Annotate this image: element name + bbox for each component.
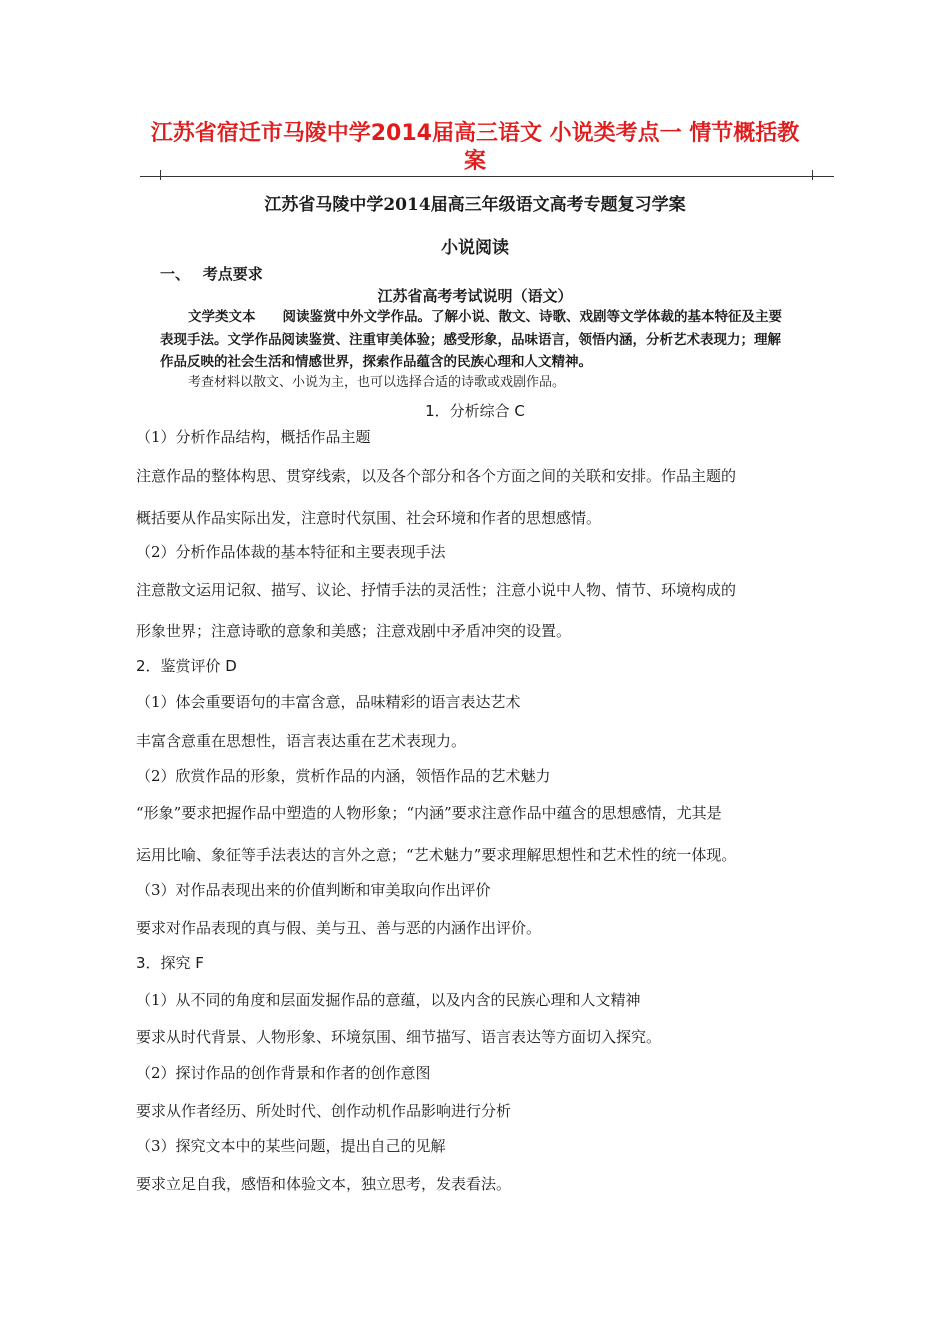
section-1-text-1b: 概括要从作品实际出发，注意时代氛围、社会环境和作者的思想感情。 [136, 509, 602, 527]
section-title: 小说阅读 [441, 238, 509, 258]
document-title [140, 120, 810, 176]
section-2-text-2a: “形象”要求把握作品中塑造的人物形象；“内涵”要求注意作品中蕴含的思想感情，尤其是 [136, 804, 722, 822]
exam-spec-title: 江苏省高考考试说明（语文） [377, 287, 573, 305]
header-rule-right-tick [812, 170, 813, 180]
section-2-text-3: 要求对作品表现的真与假、美与丑、善与恶的内涵作出评价。 [136, 919, 542, 937]
section-3-text-3: 要求立足自我，感悟和体验文本，独立思考，发表看法。 [136, 1175, 512, 1193]
section-3-item-1: （1）从不同的角度和层面发掘作品的意蕴，以及内含的民族心理和人文精神 [136, 991, 641, 1009]
section-3-text-2: 要求从作者经历、所处时代、创作动机作品影响进行分析 [136, 1102, 512, 1120]
section-1-item-1: （1）分析作品结构，概括作品主题 [136, 428, 371, 446]
part-one-heading: 一、 考点要求 [160, 265, 263, 283]
section-1-heading: 1．分析综合 C [425, 402, 525, 420]
subtitle: 江苏省马陵中学2014届高三年级语文高考专题复习学案 [264, 195, 686, 215]
section-3-item-3: （3）探究文本中的某些问题，提出自己的见解 [136, 1137, 446, 1155]
exam-spec-note: 考查材料以散文、小说为主，也可以选择合适的诗歌或戏剧作品。 [188, 375, 566, 390]
section-2-item-3: （3）对作品表现出来的价值判断和审美取向作出评价 [136, 881, 491, 899]
section-2-heading: 2．鉴赏评价 D [136, 657, 237, 675]
section-2-item-1: （1）体会重要语句的丰富含意，品味精彩的语言表达艺术 [136, 693, 521, 711]
header-rule-left-tick [160, 170, 161, 180]
header-rule [140, 176, 834, 177]
exam-spec-line1: 文学类文本 阅读鉴赏中外文学作品。了解小说、散文、诗歌、戏剧等文学体裁的基本特征及主要 [188, 309, 782, 325]
section-1-item-2: （2）分析作品体裁的基本特征和主要表现手法 [136, 543, 446, 561]
exam-spec-line3: 作品反映的社会生活和情感世界，探索作品蕴含的民族心理和人文精神。 [160, 354, 592, 370]
section-2-text-2b: 运用比喻、象征等手法表达的言外之意；“艺术魅力”要求理解思想性和艺术性的统一体现。 [136, 846, 737, 864]
section-3-text-1: 要求从时代背景、人物形象、环境氛围、细节描写、语言表达等方面切入探究。 [136, 1028, 662, 1046]
section-1-text-2a: 注意散文运用记叙、描写、议论、抒情手法的灵活性；注意小说中人物、情节、环境构成的 [136, 581, 737, 599]
section-3-item-2: （2）探讨作品的创作背景和作者的创作意图 [136, 1064, 431, 1082]
section-3-heading: 3．探究 F [136, 954, 204, 972]
exam-spec-line2: 表现手法。文学作品阅读鉴赏、注重审美体验；感受形象，品味语言，领悟内涵，分析艺术表现力；理解 [160, 332, 781, 348]
section-2-text-1: 丰富含意重在思想性，语言表达重在艺术表现力。 [136, 732, 467, 750]
section-1-text-2b: 形象世界；注意诗歌的意象和美感；注意戏剧中矛盾冲突的设置。 [136, 622, 572, 640]
document-title-line1: 江苏省宿迁市马陵中学2014届高三语文 小说类考点一 情节概括教 [150, 121, 800, 146]
section-1-text-1a: 注意作品的整体构思、贯穿线索，以及各个部分和各个方面之间的关联和安排。作品主题的 [136, 467, 737, 485]
section-2-item-2: （2）欣赏作品的形象，赏析作品的内涵，领悟作品的艺术魅力 [136, 767, 551, 785]
document-title-line2: 案 [463, 149, 486, 174]
